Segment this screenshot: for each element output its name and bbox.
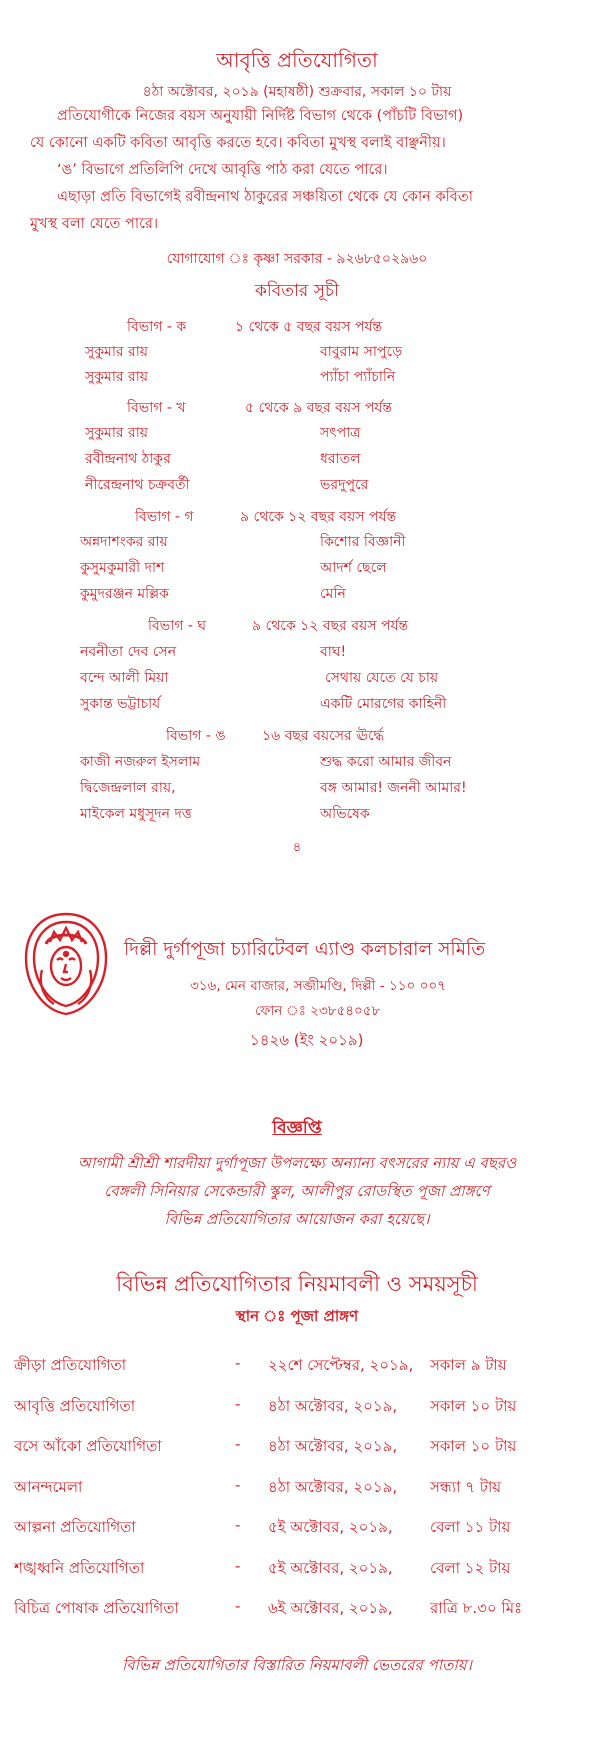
schedule-event: বিচিত্র পোষাক প্রতিযোগিতা	[14, 1599, 179, 1617]
schedule-date: ৪ঠা অক্টোবর, ২০১৯,	[268, 1396, 398, 1415]
schedule-event: আনন্দমেলা	[14, 1477, 83, 1496]
rules-para-line: ‘ঙ’ বিভাগে প্রতিলিপি দেখে আবৃত্তি পাঠ করা যেতে পারে।	[57, 162, 388, 178]
poem-title: অভিষেক	[320, 806, 370, 822]
poem-title: একটি মোরগের কাহিনী	[320, 696, 447, 712]
poem-title: বঙ্গ আমার! জননী আমার!	[320, 780, 467, 796]
poet-name: মাইকেল মধুসূদন দত্ত	[80, 806, 192, 822]
poet-name: কুসুমকুমারী দাশ	[80, 560, 165, 576]
category-label: বিভাগ - ঙ	[166, 728, 226, 744]
poet-name: সুকুমার রায়	[85, 369, 149, 385]
schedule-time: সকাল ৯ টায়	[430, 1356, 507, 1374]
poet-name: দ্বিজেন্দ্রলাল রায়,	[80, 780, 176, 796]
category-age-range: ১ থেকে ৫ বছর বয়স পর্যন্ত	[235, 319, 383, 335]
schedule-date: ৪ঠা অক্টোবর, ২০১৯,	[268, 1477, 398, 1496]
poem-title: ধরাতল	[320, 451, 361, 467]
schedule-dash: -	[235, 1394, 241, 1413]
poem-title: মেনি	[320, 586, 346, 602]
poem-title: প্যাঁচা প্যাঁচানি	[320, 369, 396, 385]
schedule-time: সকাল ১০ টায়	[430, 1437, 517, 1455]
notice-line: বেঙ্গলী সিনিয়ার সেকেন্ডারী স্কুল, আলীপুর রোডস্থিত পূজা প্রাঙ্গণে	[104, 1181, 490, 1200]
schedule-date: ৬ই অক্টোবর, ২০১৯,	[268, 1599, 393, 1617]
poem-title: বাবুরাম সাপুড়ে	[320, 344, 403, 360]
schedule-dash: -	[235, 1556, 241, 1575]
org-phone: ফোন ঃ ২৩৮৫৪০৫৮	[255, 1003, 381, 1019]
category-label: বিভাগ - ক	[127, 319, 187, 335]
schedule-dash: -	[235, 1354, 241, 1372]
footer-note: বিভিন্ন প্রতিযোগিতার বিস্তারিত নিয়মাবলী ভেতরের পাতায়।	[122, 1656, 472, 1674]
schedule-time: সকাল ১০ টায়	[430, 1396, 517, 1415]
poet-name: নবনীতা দেব সেন	[80, 644, 177, 660]
poet-name: বন্দে আলী মিয়া	[80, 670, 169, 686]
schedule-dash: -	[235, 1597, 241, 1615]
category-label: বিভাগ - গ	[135, 509, 194, 525]
schedule-time: বেলা ১২ টায়	[430, 1558, 511, 1577]
poet-name: সুকান্ত ভট্টাচার্য	[80, 696, 161, 712]
schedule-date: ৫ই অক্টোবর, ২০১৯,	[268, 1558, 393, 1577]
poem-title: সেথায় যেতে যে চায়	[325, 670, 439, 686]
category-age-range: ১৬ বছর বয়সের ঊর্দ্ধে	[262, 728, 384, 744]
category-age-range: ৫ থেকে ৯ বছর বয়স পর্যন্ত	[245, 400, 393, 416]
notice-title: বিজ্ঞপ্তি	[272, 1118, 322, 1138]
category-label: বিভাগ - খ	[127, 400, 186, 416]
poem-title: বাঘ!	[320, 644, 347, 660]
category-age-range: ৯ থেকে ১২ বছর বয়স পর্যন্ত	[252, 618, 409, 634]
poet-name: অন্নদাশংকর রায়	[80, 534, 168, 550]
schedule-date: ২২শে সেপ্টেম্বর, ২০১৯,	[268, 1356, 414, 1374]
schedule-dash: -	[235, 1435, 241, 1453]
schedule-time: সন্ধ্যা ৭ টায়	[430, 1477, 502, 1496]
schedule-event: আবৃত্তি প্রতিযোগিতা	[14, 1396, 136, 1415]
schedule-time: রাত্রি ৮.৩০ মিঃ	[430, 1599, 523, 1617]
poem-title: আদর্শ ছেলে	[320, 560, 387, 576]
category-age-range: ৯ থেকে ১২ বছর বয়স পর্যন্ত	[240, 509, 397, 525]
schedule-event: ক্রীড়া প্রতিযোগিতা	[14, 1356, 127, 1374]
schedule-dash: -	[235, 1475, 241, 1494]
schedule-date: ৫ই অক্টোবর, ২০১৯,	[268, 1518, 393, 1536]
poem-title: ভরদুপুরে	[320, 477, 369, 493]
recitation-title: আবৃত্তি প্রতিযোগিতা	[216, 48, 378, 72]
poet-name: কুমুদরঞ্জন মল্লিক	[80, 586, 169, 602]
contact-line: যোগাযোগ ঃ কৃষ্ণা সরকার - ৯২৬৮৫০২৯৬০	[166, 251, 428, 267]
notice-body	[0, 1150, 594, 1233]
schedule-time: বেলা ১১ টায়	[430, 1518, 511, 1536]
schedule-event: আল্পনা প্রতিযোগিতা	[14, 1518, 136, 1536]
schedule-event: শঙ্খধ্বনি প্রতিযোগিতা	[14, 1558, 145, 1577]
schedule-event: বসে আঁকো প্রতিযোগিতা	[14, 1437, 162, 1455]
poem-title: কিশোর বিজ্ঞানী	[320, 534, 406, 550]
venue: স্থান ঃ পূজা প্রাঙ্গণ	[235, 1307, 359, 1325]
rules-para-line: প্রতিযোগীকে নিজের বয়স অনুযায়ী নির্দিষ্ট বিভাগ থেকে (পাঁচটি বিভাগ)	[57, 108, 464, 124]
notice-line: বিভিন্ন প্রতিযোগিতার আয়োজন করা হয়েছে।	[164, 1209, 430, 1228]
rules-title: বিভিন্ন প্রতিযোগিতার নিয়মাবলী ও সময়সূচী	[116, 1272, 478, 1296]
poem-title: শুদ্ধ করো আমার জীবন	[320, 754, 452, 770]
schedule-dash: -	[235, 1516, 241, 1534]
poet-name: নীরেন্দ্রনাথ চক্রবর্তী	[85, 477, 190, 493]
poem-list-title: কবিতার সূচী	[255, 281, 339, 301]
rules-para-line: যে কোনো একটি কবিতা আবৃত্তি করতে হবে। কবিতা মুখস্থ বলাই বাঞ্ছনীয়।	[30, 135, 446, 151]
poet-name: রবীন্দ্রনাথ ঠাকুর	[85, 451, 171, 467]
poet-name: সুকুমার রায়	[85, 344, 149, 360]
recitation-date: ৪ঠা অক্টোবর, ২০১৯ (মহাষষ্ঠী) শুক্রবার, সকাল ১০ টায়	[142, 84, 452, 100]
poet-name: কাজী নজরুল ইসলাম	[80, 754, 201, 770]
page-number: ৪	[292, 840, 302, 855]
org-year: ১৪২৬ (ইং ২০১৯)	[250, 1031, 364, 1049]
rules-para-line: মুখস্থ বলা যেতে পারে।	[30, 216, 159, 232]
category-label: বিভাগ - ঘ	[148, 618, 207, 634]
org-address: ৩১৬, মেন বাজার, সব্জীমণ্ডি, দিল্লী - ১১০ ০০৭	[190, 978, 446, 994]
schedule-date: ৪ঠা অক্টোবর, ২০১৯,	[268, 1437, 398, 1455]
notice-line: আগামী শ্রীশ্রী শারদীয়া দুর্গাপূজা উপলক্ষ্যে অন্যান্য বৎসরের ন্যায় এ বছরও	[77, 1154, 517, 1172]
org-name: দিল্লী দুর্গাপূজা চ্যারিটেবল এ্যাণ্ড কলচারাল সমিতি	[124, 939, 486, 960]
rules-para-line: এছাড়া প্রতি বিভাগেই রবীন্দ্রনাথ ঠাকুরের সঞ্চয়িতা থেকে যে কোন কবিতা	[57, 189, 473, 205]
poet-name: সুকুমার রায়	[85, 425, 149, 441]
durga-logo-icon	[22, 910, 110, 1018]
poem-title: সৎপাত্র	[320, 425, 361, 441]
